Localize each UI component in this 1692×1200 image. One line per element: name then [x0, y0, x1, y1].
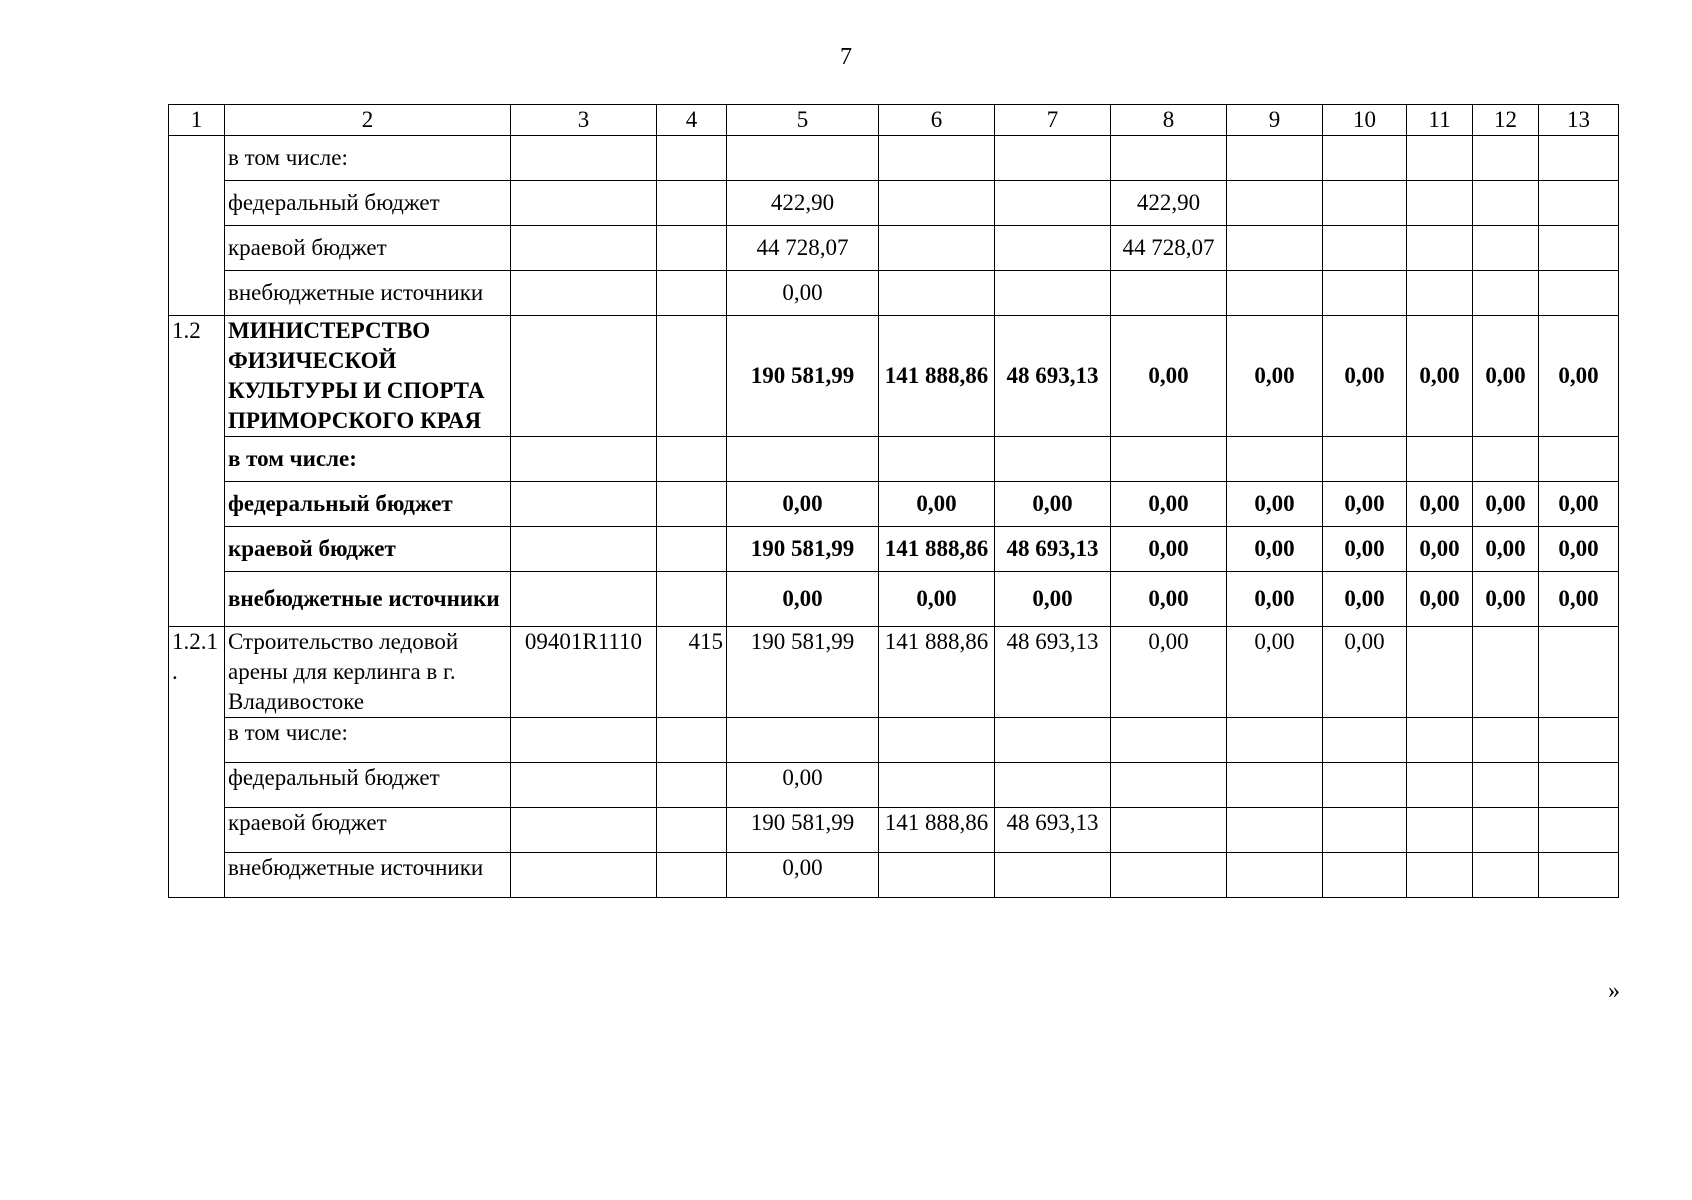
cell-col6: 0,00	[879, 482, 995, 527]
cell-col13	[1539, 136, 1619, 181]
table-row	[169, 226, 1619, 271]
cell-col8	[1111, 763, 1227, 808]
cell-col10: 0,00	[1323, 527, 1407, 572]
cell-col13	[1539, 853, 1619, 898]
cell-col9: 0,00	[1227, 316, 1323, 437]
cell-col12	[1473, 136, 1539, 181]
cell-col13	[1539, 226, 1619, 271]
row-label: в том числе:	[225, 437, 511, 482]
cell-col4	[657, 271, 727, 316]
cell-col8	[1111, 136, 1227, 181]
cell-col12	[1473, 181, 1539, 226]
cell-col11	[1407, 271, 1473, 316]
cell-col6	[879, 271, 995, 316]
cell-code	[511, 572, 657, 627]
cell-col7: 48 693,13	[995, 627, 1111, 718]
header-cell: 2	[225, 105, 511, 136]
cell-col6	[879, 437, 995, 482]
cell-col10	[1323, 763, 1407, 808]
header-cell: 7	[995, 105, 1111, 136]
cell-col4	[657, 808, 727, 853]
cell-col5: 190 581,99	[727, 808, 879, 853]
cell-col6: 141 888,86	[879, 808, 995, 853]
cell-col11: 0,00	[1407, 316, 1473, 437]
cell-code	[511, 853, 657, 898]
cell-col8	[1111, 718, 1227, 763]
cell-col13	[1539, 808, 1619, 853]
cell-col4	[657, 572, 727, 627]
cell-col12: 0,00	[1473, 572, 1539, 627]
row-index: 1.2.1 .	[169, 627, 225, 898]
cell-col11: 0,00	[1407, 482, 1473, 527]
cell-col8: 44 728,07	[1111, 226, 1227, 271]
cell-code	[511, 527, 657, 572]
cell-code	[511, 763, 657, 808]
cell-col11	[1407, 136, 1473, 181]
cell-code	[511, 316, 657, 437]
cell-col7	[995, 226, 1111, 271]
cell-col4	[657, 853, 727, 898]
cell-col6	[879, 718, 995, 763]
row-label: федеральный бюджет	[225, 181, 511, 226]
cell-col4: 415	[657, 627, 727, 718]
cell-code: 09401R1110	[511, 627, 657, 718]
cell-col10	[1323, 437, 1407, 482]
cell-col12	[1473, 226, 1539, 271]
cell-col10	[1323, 718, 1407, 763]
cell-col12: 0,00	[1473, 316, 1539, 437]
table-row	[169, 136, 1619, 181]
cell-col7	[995, 763, 1111, 808]
header-cell: 4	[657, 105, 727, 136]
cell-col9	[1227, 853, 1323, 898]
cell-code	[511, 181, 657, 226]
cell-code	[511, 808, 657, 853]
cell-col12	[1473, 763, 1539, 808]
cell-col5: 0,00	[727, 482, 879, 527]
cell-col10	[1323, 271, 1407, 316]
header-cell: 9	[1227, 105, 1323, 136]
cell-col7: 48 693,13	[995, 316, 1111, 437]
budget-table	[168, 104, 1619, 898]
cell-col7	[995, 136, 1111, 181]
cell-col4	[657, 316, 727, 437]
table-row	[169, 316, 1619, 437]
cell-col12	[1473, 437, 1539, 482]
cell-col4	[657, 226, 727, 271]
cell-code	[511, 437, 657, 482]
cell-col4	[657, 482, 727, 527]
cell-col6	[879, 853, 995, 898]
cell-col13	[1539, 181, 1619, 226]
cell-col4	[657, 181, 727, 226]
table-row	[169, 482, 1619, 527]
cell-col10	[1323, 853, 1407, 898]
cell-col12: 0,00	[1473, 482, 1539, 527]
table-row	[169, 572, 1619, 627]
cell-col13	[1539, 437, 1619, 482]
cell-col6	[879, 226, 995, 271]
cell-code	[511, 271, 657, 316]
cell-col5: 0,00	[727, 853, 879, 898]
cell-col13: 0,00	[1539, 572, 1619, 627]
row-label: внебюджетные источники	[225, 572, 511, 627]
cell-col12	[1473, 718, 1539, 763]
cell-col4	[657, 718, 727, 763]
cell-col12	[1473, 808, 1539, 853]
cell-col10	[1323, 226, 1407, 271]
cell-col10: 0,00	[1323, 627, 1407, 718]
cell-col8: 0,00	[1111, 527, 1227, 572]
cell-col11: 0,00	[1407, 572, 1473, 627]
cell-col5: 0,00	[727, 572, 879, 627]
cell-col8	[1111, 808, 1227, 853]
header-cell: 6	[879, 105, 995, 136]
row-label: федеральный бюджет	[225, 763, 511, 808]
header-cell: 10	[1323, 105, 1407, 136]
row-label: в том числе:	[225, 718, 511, 763]
header-cell: 13	[1539, 105, 1619, 136]
cell-col10	[1323, 136, 1407, 181]
cell-col13	[1539, 627, 1619, 718]
cell-col9	[1227, 718, 1323, 763]
cell-col11	[1407, 437, 1473, 482]
cell-code	[511, 482, 657, 527]
cell-col8	[1111, 271, 1227, 316]
cell-col8	[1111, 437, 1227, 482]
cell-col9	[1227, 763, 1323, 808]
row-label: МИНИСТЕРСТВО ФИЗИЧЕСКОЙ КУЛЬТУРЫ И СПОРТА ПРИМОРСКОГО КРАЯ	[225, 316, 511, 437]
cell-col13: 0,00	[1539, 527, 1619, 572]
cell-col5: 422,90	[727, 181, 879, 226]
cell-col4	[657, 527, 727, 572]
cell-col7: 0,00	[995, 482, 1111, 527]
row-index: 1.2	[169, 316, 225, 627]
cell-col9: 0,00	[1227, 482, 1323, 527]
table-row	[169, 763, 1619, 808]
cell-col5	[727, 718, 879, 763]
cell-col6	[879, 136, 995, 181]
cell-col5	[727, 136, 879, 181]
cell-col10: 0,00	[1323, 572, 1407, 627]
cell-col8: 422,90	[1111, 181, 1227, 226]
cell-col9	[1227, 271, 1323, 316]
cell-col7	[995, 853, 1111, 898]
cell-col13: 0,00	[1539, 316, 1619, 437]
cell-col6: 141 888,86	[879, 627, 995, 718]
cell-col8	[1111, 853, 1227, 898]
cell-col10: 0,00	[1323, 316, 1407, 437]
cell-col8: 0,00	[1111, 627, 1227, 718]
cell-col9	[1227, 226, 1323, 271]
cell-col6: 141 888,86	[879, 316, 995, 437]
cell-col5: 190 581,99	[727, 627, 879, 718]
cell-col5	[727, 437, 879, 482]
table-row	[169, 181, 1619, 226]
cell-col5: 0,00	[727, 763, 879, 808]
table-row	[169, 437, 1619, 482]
cell-col13: 0,00	[1539, 482, 1619, 527]
cell-col5: 190 581,99	[727, 316, 879, 437]
page-number: 7	[840, 44, 852, 70]
cell-col7	[995, 271, 1111, 316]
cell-col5: 0,00	[727, 271, 879, 316]
cell-col10	[1323, 808, 1407, 853]
cell-col11	[1407, 226, 1473, 271]
cell-col5: 190 581,99	[727, 527, 879, 572]
cell-col9	[1227, 181, 1323, 226]
row-label: в том числе:	[225, 136, 511, 181]
cell-col13	[1539, 718, 1619, 763]
cell-code	[511, 718, 657, 763]
cell-col11	[1407, 627, 1473, 718]
cell-col9: 0,00	[1227, 527, 1323, 572]
table-row	[169, 718, 1619, 763]
cell-col13	[1539, 763, 1619, 808]
cell-col4	[657, 136, 727, 181]
header-row	[169, 105, 1619, 136]
table-row	[169, 808, 1619, 853]
header-cell: 12	[1473, 105, 1539, 136]
cell-col10: 0,00	[1323, 482, 1407, 527]
table-row	[169, 271, 1619, 316]
cell-col12	[1473, 853, 1539, 898]
cell-col11: 0,00	[1407, 527, 1473, 572]
header-cell: 3	[511, 105, 657, 136]
cell-col6: 141 888,86	[879, 527, 995, 572]
cell-col6	[879, 763, 995, 808]
cell-code	[511, 136, 657, 181]
row-label: краевой бюджет	[225, 808, 511, 853]
table-row	[169, 853, 1619, 898]
cell-col9: 0,00	[1227, 627, 1323, 718]
cell-col12	[1473, 627, 1539, 718]
cell-col6	[879, 181, 995, 226]
cell-col4	[657, 763, 727, 808]
cell-col9	[1227, 808, 1323, 853]
cell-col8: 0,00	[1111, 572, 1227, 627]
cell-col13	[1539, 271, 1619, 316]
cell-col7: 48 693,13	[995, 808, 1111, 853]
header-cell: 8	[1111, 105, 1227, 136]
row-index	[169, 136, 225, 316]
cell-col11	[1407, 808, 1473, 853]
row-label: Строительство ледовой арены для керлинга в г. Владивостоке	[225, 627, 511, 718]
cell-col11	[1407, 763, 1473, 808]
row-label: федеральный бюджет	[225, 482, 511, 527]
cell-col4	[657, 437, 727, 482]
row-label: внебюджетные источники	[225, 853, 511, 898]
cell-col7: 48 693,13	[995, 527, 1111, 572]
header-cell: 5	[727, 105, 879, 136]
cell-col9	[1227, 136, 1323, 181]
cell-col7	[995, 718, 1111, 763]
cell-col11	[1407, 853, 1473, 898]
cell-col6: 0,00	[879, 572, 995, 627]
cell-col9	[1227, 437, 1323, 482]
cell-col8: 0,00	[1111, 316, 1227, 437]
closing-quote-mark: »	[1608, 978, 1620, 1004]
table-row	[169, 627, 1619, 718]
cell-col11	[1407, 181, 1473, 226]
cell-col7	[995, 437, 1111, 482]
header-cell: 1	[169, 105, 225, 136]
row-label: внебюджетные источники	[225, 271, 511, 316]
row-label: краевой бюджет	[225, 226, 511, 271]
cell-col12: 0,00	[1473, 527, 1539, 572]
row-label: краевой бюджет	[225, 527, 511, 572]
cell-col7: 0,00	[995, 572, 1111, 627]
cell-col5: 44 728,07	[727, 226, 879, 271]
cell-col8: 0,00	[1111, 482, 1227, 527]
cell-col10	[1323, 181, 1407, 226]
cell-col11	[1407, 718, 1473, 763]
cell-code	[511, 226, 657, 271]
cell-col7	[995, 181, 1111, 226]
header-cell: 11	[1407, 105, 1473, 136]
table-row	[169, 527, 1619, 572]
cell-col9: 0,00	[1227, 572, 1323, 627]
cell-col12	[1473, 271, 1539, 316]
